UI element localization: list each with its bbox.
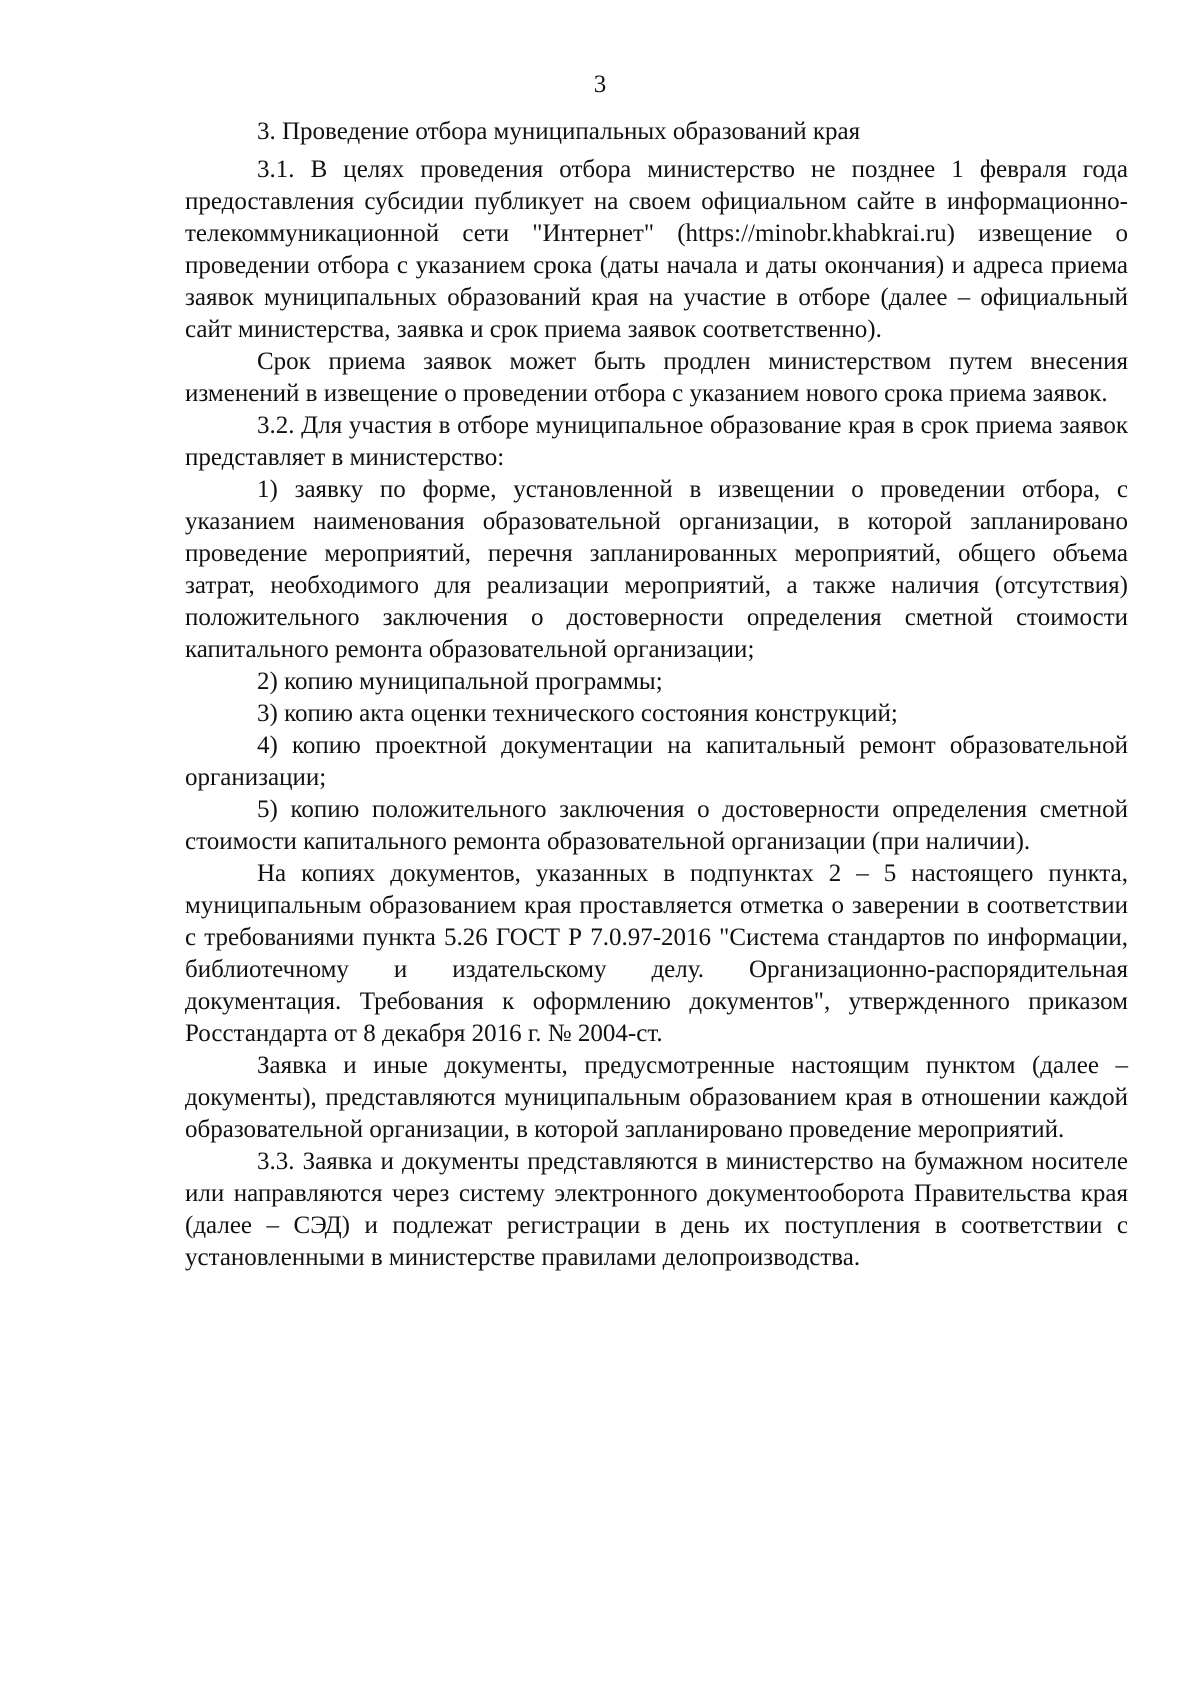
list-item-2: 2) копию муниципальной программы; bbox=[257, 668, 663, 695]
paragraph-term-extension: Срок приема заявок может быть продлен министерством путем внесения изменений в извещение о проведении отбора с указанием нового срока приема заявок. bbox=[185, 348, 1128, 407]
paragraph-3-1: 3.1. В целях проведения отбора министерство не позднее 1 февраля года предоставления субсидии публикует на своем официальном сайте в информационно-телекоммуникационной сети "Интернет" (https://minobr.khabkrai.ru) извещение о проведении отбора с указанием срока (даты начала и даты окончания) и адреса приема заявок муниципальных образований края на участие в отборе (далее – официальный сайт министерства, заявка и срок приема заявок соответственно). bbox=[185, 156, 1128, 343]
list-item-5: 5) копию положительного заключения о достоверности определения сметной стоимости капитального ремонта образовательной организации (при наличии). bbox=[185, 796, 1128, 855]
paragraph-copies-certification: На копиях документов, указанных в подпунктах 2 – 5 настоящего пункта, муниципальным образованием края проставляется отметка о заверении в соответствии с требованиями пункта 5.26 ГОСТ Р 7.0.97-2016 "Система стандартов по информации, библиотечному и издательскому делу. Организационно-распорядительная документация. Требования к оформлению документов", утвержденного приказом Росстандарта от 8 декабря 2016 г. № 2004-ст. bbox=[185, 860, 1128, 1047]
paragraph-documents: Заявка и иные документы, предусмотренные настоящим пунктом (далее – документы), представляются муниципальным образованием края в отношении каждой образовательной организации, в которой запланировано проведение мероприятий. bbox=[185, 1052, 1128, 1143]
page-number: 3 bbox=[593, 71, 607, 98]
paragraph-3-2: 3.2. Для участия в отборе муниципальное образование края в срок приема заявок представляет в министерство: bbox=[185, 412, 1128, 471]
list-item-3: 3) копию акта оценки технического состояния конструкций; bbox=[257, 700, 898, 727]
list-item-4: 4) копию проектной документации на капитальный ремонт образовательной организации; bbox=[185, 732, 1128, 791]
paragraph-3-3: 3.3. Заявка и документы представляются в министерство на бумажном носителе или направляются через систему электронного документооборота Правительства края (далее – СЭД) и подлежат регистрации в день их поступления в соответствии с установленными в министерстве правилами делопроизводства. bbox=[185, 1148, 1128, 1271]
list-item-1: 1) заявку по форме, установленной в извещении о проведении отбора, с указанием наименования образовательной организации, в которой запланировано проведение мероприятий, перечня запланированных мероприятий, общего объема затрат, необходимого для реализации мероприятий, а также наличия (отсутствия) положительного заключения о достоверности определения сметной стоимости капитального ремонта образовательной организации; bbox=[185, 476, 1128, 663]
document-body bbox=[185, 116, 1128, 1274]
section-heading: 3. Проведение отбора муниципальных образований края bbox=[257, 118, 861, 145]
